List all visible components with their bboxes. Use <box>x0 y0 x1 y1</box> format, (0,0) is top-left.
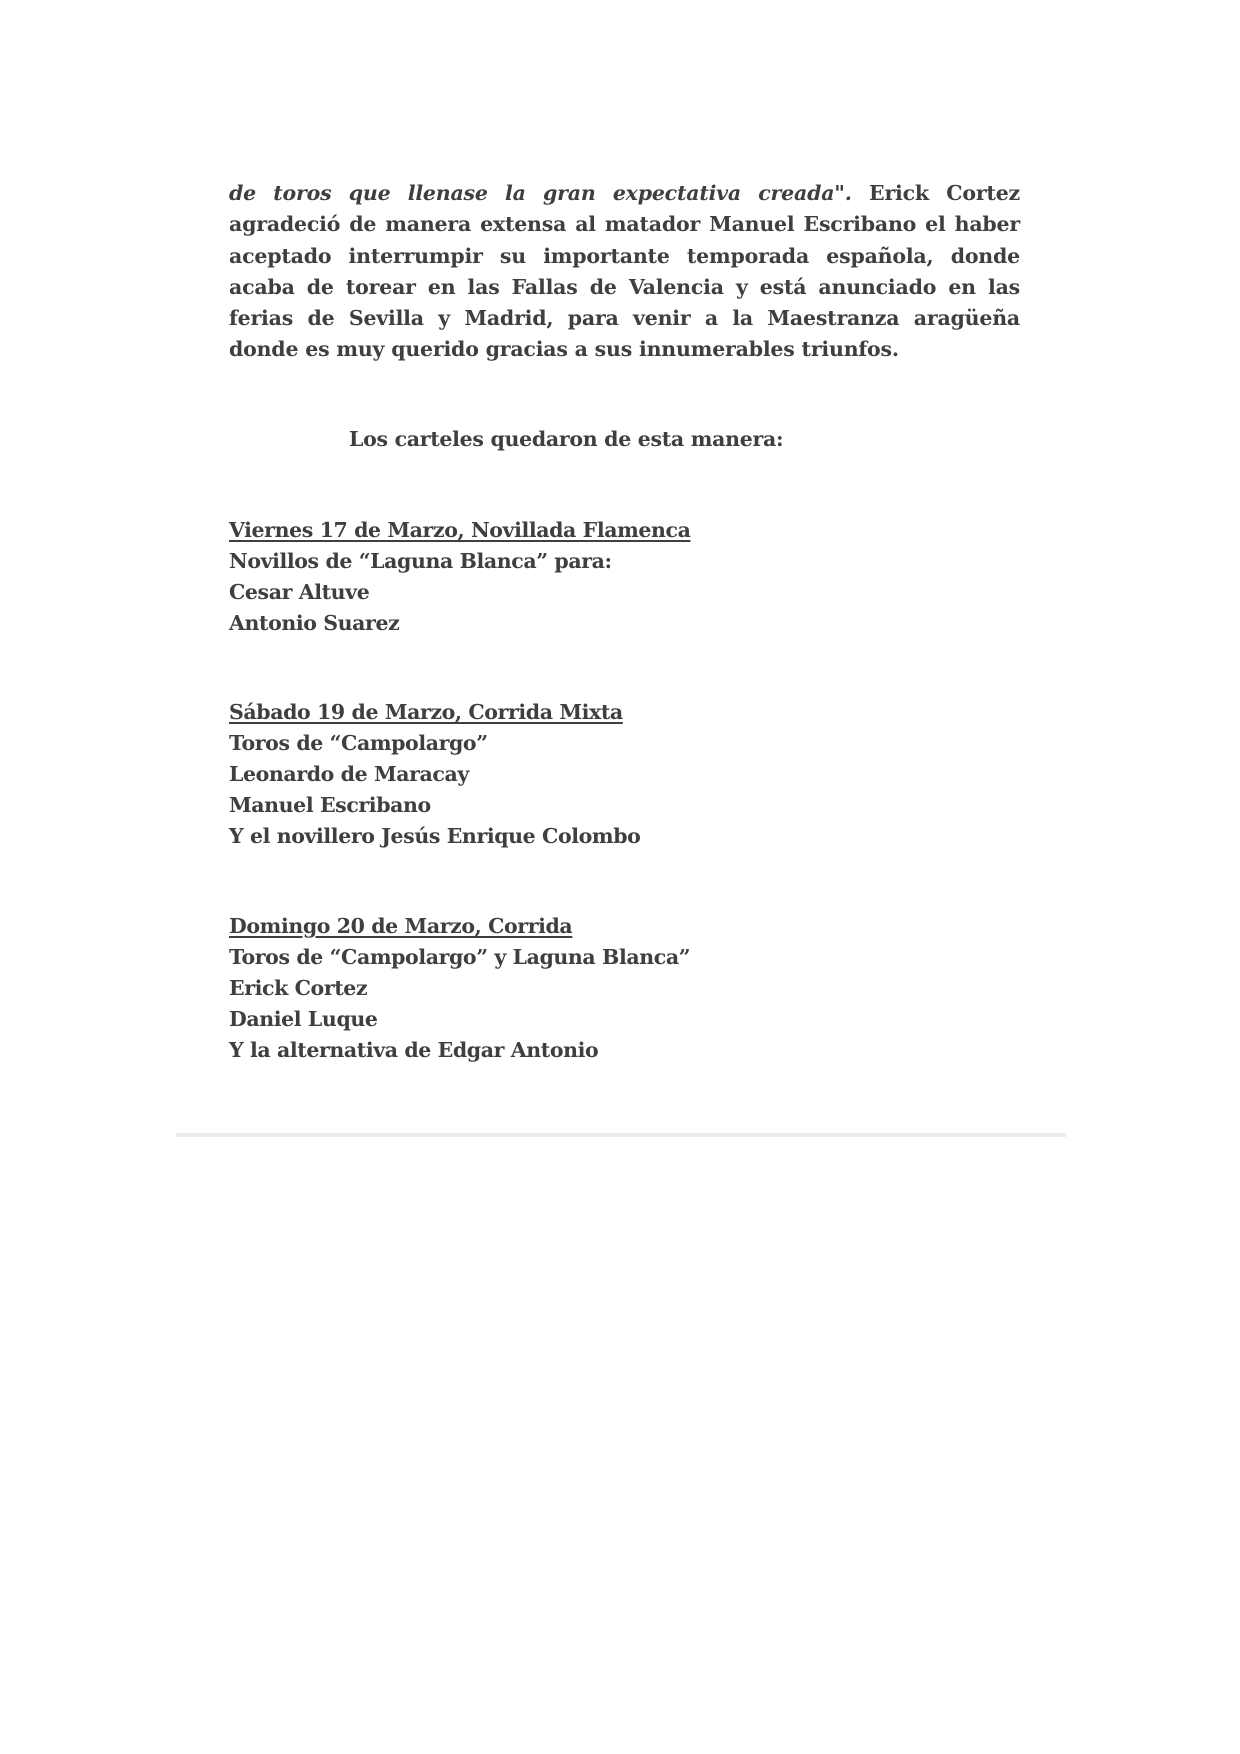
carteles-intro: Los carteles quedaron de esta manera: <box>349 427 784 451</box>
horizontal-divider <box>176 1133 1066 1137</box>
event-line: Antonio Suarez <box>229 611 400 635</box>
event-line: Cesar Altuve <box>229 580 370 604</box>
event-heading: Domingo 20 de Marzo, Corrida <box>229 914 573 938</box>
italic-quote: de toros que llenase la gran expectativa creada". <box>229 181 852 205</box>
event-line: Toros de “Campolargo” y Laguna Blanca” <box>229 945 691 969</box>
event-viernes <box>229 515 691 639</box>
event-line: Novillos de “Laguna Blanca” para: <box>229 549 612 573</box>
event-domingo <box>229 911 690 1066</box>
event-line: Daniel Luque <box>229 1007 378 1031</box>
event-line: Toros de “Campolargo” <box>229 731 488 755</box>
event-heading: Viernes 17 de Marzo, Novillada Flamenca <box>229 518 691 542</box>
event-line: Y la alternativa de Edgar Antonio <box>229 1038 599 1062</box>
event-heading: Sábado 19 de Marzo, Corrida Mixta <box>229 700 623 724</box>
body-paragraph <box>229 178 1020 366</box>
paragraph-text: Erick Cortez agradeció de manera extensa al matador Manuel Escribano el haber aceptado interrumpir su importante temporada española, donde acaba de torear en las Fallas de Valencia y está anunciado en las ferias de Sevilla y Madrid, para venir a la Maestranza aragüeña donde es muy querido gracias a sus innumerables triunfos. <box>229 181 1020 362</box>
event-sabado <box>229 697 640 852</box>
event-line: Manuel Escribano <box>229 793 431 817</box>
event-line: Y el novillero Jesús Enrique Colombo <box>229 824 641 848</box>
event-line: Leonardo de Maracay <box>229 762 469 786</box>
event-line: Erick Cortez <box>229 976 368 1000</box>
